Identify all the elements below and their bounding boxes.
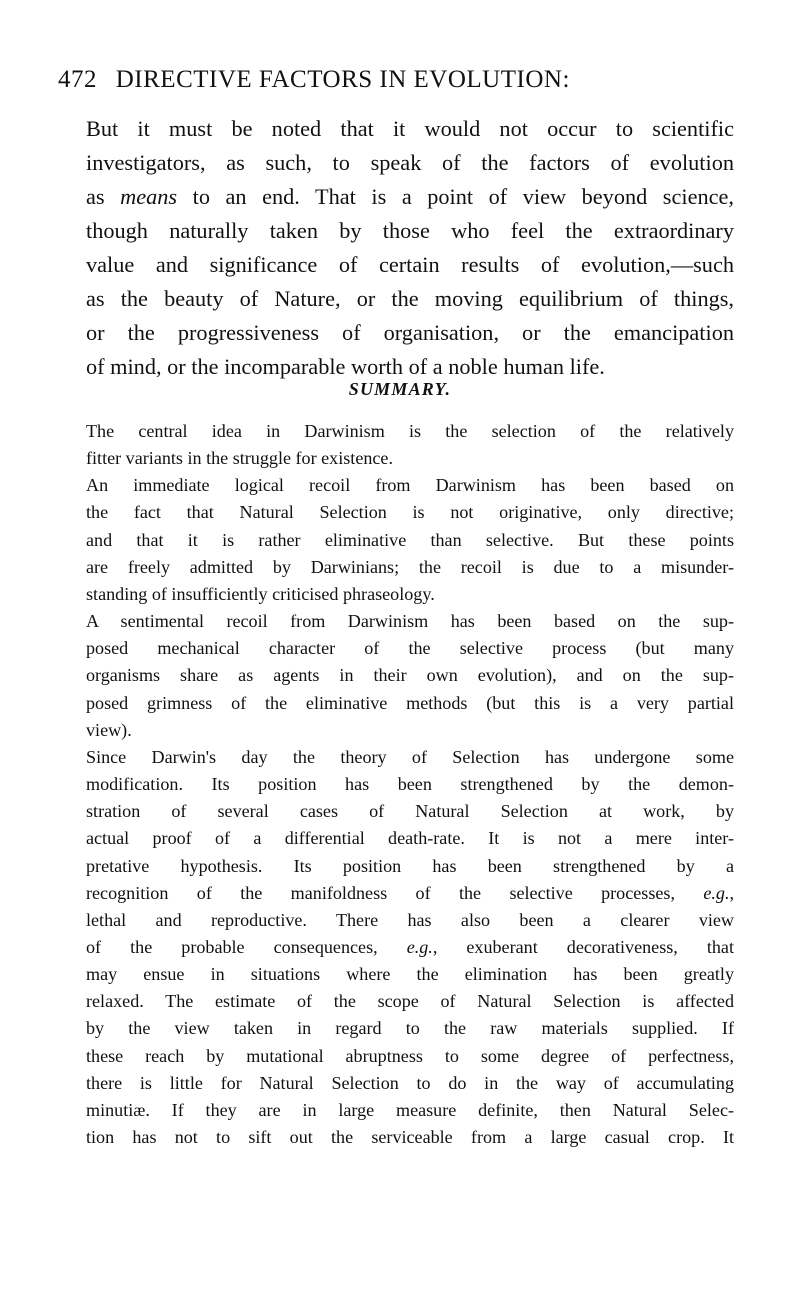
summary-line: posed grimness of the eliminative methods (but this is a very partial [86,692,734,713]
body-line: investigators, as such, to speak of the factors of evolution [86,150,734,175]
body-line: though naturally taken by those who feel the extraordinary [86,218,734,243]
italic-term: e.g. [703,882,730,903]
summary-line: modification. Its position has been strengthened by the demon- [86,774,734,795]
summary-line: view). [86,719,132,740]
summary-line: actual proof of a differential death-rate. It is not a mere inter- [86,828,734,849]
body-line: or the progressiveness of organisation, or the emancipation [86,320,734,345]
summary-line: relaxed. The estimate of the scope of Natural Selection is affected [86,991,734,1012]
summary-line: there is little for Natural Selection to do in the way of accumulating [86,1072,734,1093]
summary-line: posed mechanical character of the selective process (but many [86,638,734,659]
page-header [58,66,748,94]
body-line: of mind, or the incomparable worth of a noble human life. [86,354,605,379]
body-line: as the beauty of Nature, or the moving equilibrium of things, [86,286,734,311]
summary-line: the fact that Natural Selection is not originative, only directive; [86,502,734,523]
running-title: DIRECTIVE FACTORS IN EVOLUTION: [115,66,570,93]
italic-term: e.g. [406,936,433,957]
page-number: 472 [58,66,97,93]
body-paragraph [86,112,734,384]
summary-line: these reach by mutational abruptness to some degree of perfectness, [86,1045,734,1066]
summary-line: of the probable consequences, e.g., exuberant decorativeness, that [86,936,734,957]
summary-line: standing of insufficiently criticised phraseology. [86,583,435,604]
body-line: But it must be noted that it would not occur to scientific [86,116,734,141]
summary-line: recognition of the manifoldness of the selective processes, e.g., [86,882,734,903]
summary-line: and that it is rather eliminative than selective. But these points [86,529,734,550]
summary-heading: SUMMARY. [348,379,452,399]
summary-line: tion has not to sift out the serviceable from a large casual crop. It [86,1127,734,1148]
body-line: as means to an end. That is a point of view beyond science, [86,184,734,209]
summary-line: A sentimental recoil from Darwinism has been based on the sup- [86,611,734,632]
summary-section [86,418,734,1151]
summary-line: are freely admitted by Darwinians; the recoil is due to a misunder- [86,556,734,577]
summary-line: The central idea in Darwinism is the selection of the relatively [86,421,734,441]
summary-line: lethal and reproductive. There has also been a clearer view [86,909,734,930]
summary-line: organisms share as agents in their own evolution), and on the sup- [86,665,734,686]
italic-term: means [120,184,178,209]
summary-line: stration of several cases of Natural Selection at work, by [86,801,734,822]
summary-line: fitter variants in the struggle for existence. [86,448,393,469]
summary-line: pretative hypothesis. Its position has been strengthened by a [86,855,734,876]
summary-line: by the view taken in regard to the raw materials supplied. If [86,1018,734,1039]
body-line: value and significance of certain results of evolution,—such [86,252,734,277]
summary-line: An immediate logical recoil from Darwinism has been based on [86,475,734,496]
summary-line: Since Darwin's day the theory of Selection has undergone some [86,746,734,767]
summary-line: may ensue in situations where the elimination has been greatly [86,964,734,985]
summary-line: minutiæ. If they are in large measure definite, then Natural Selec- [86,1099,734,1120]
